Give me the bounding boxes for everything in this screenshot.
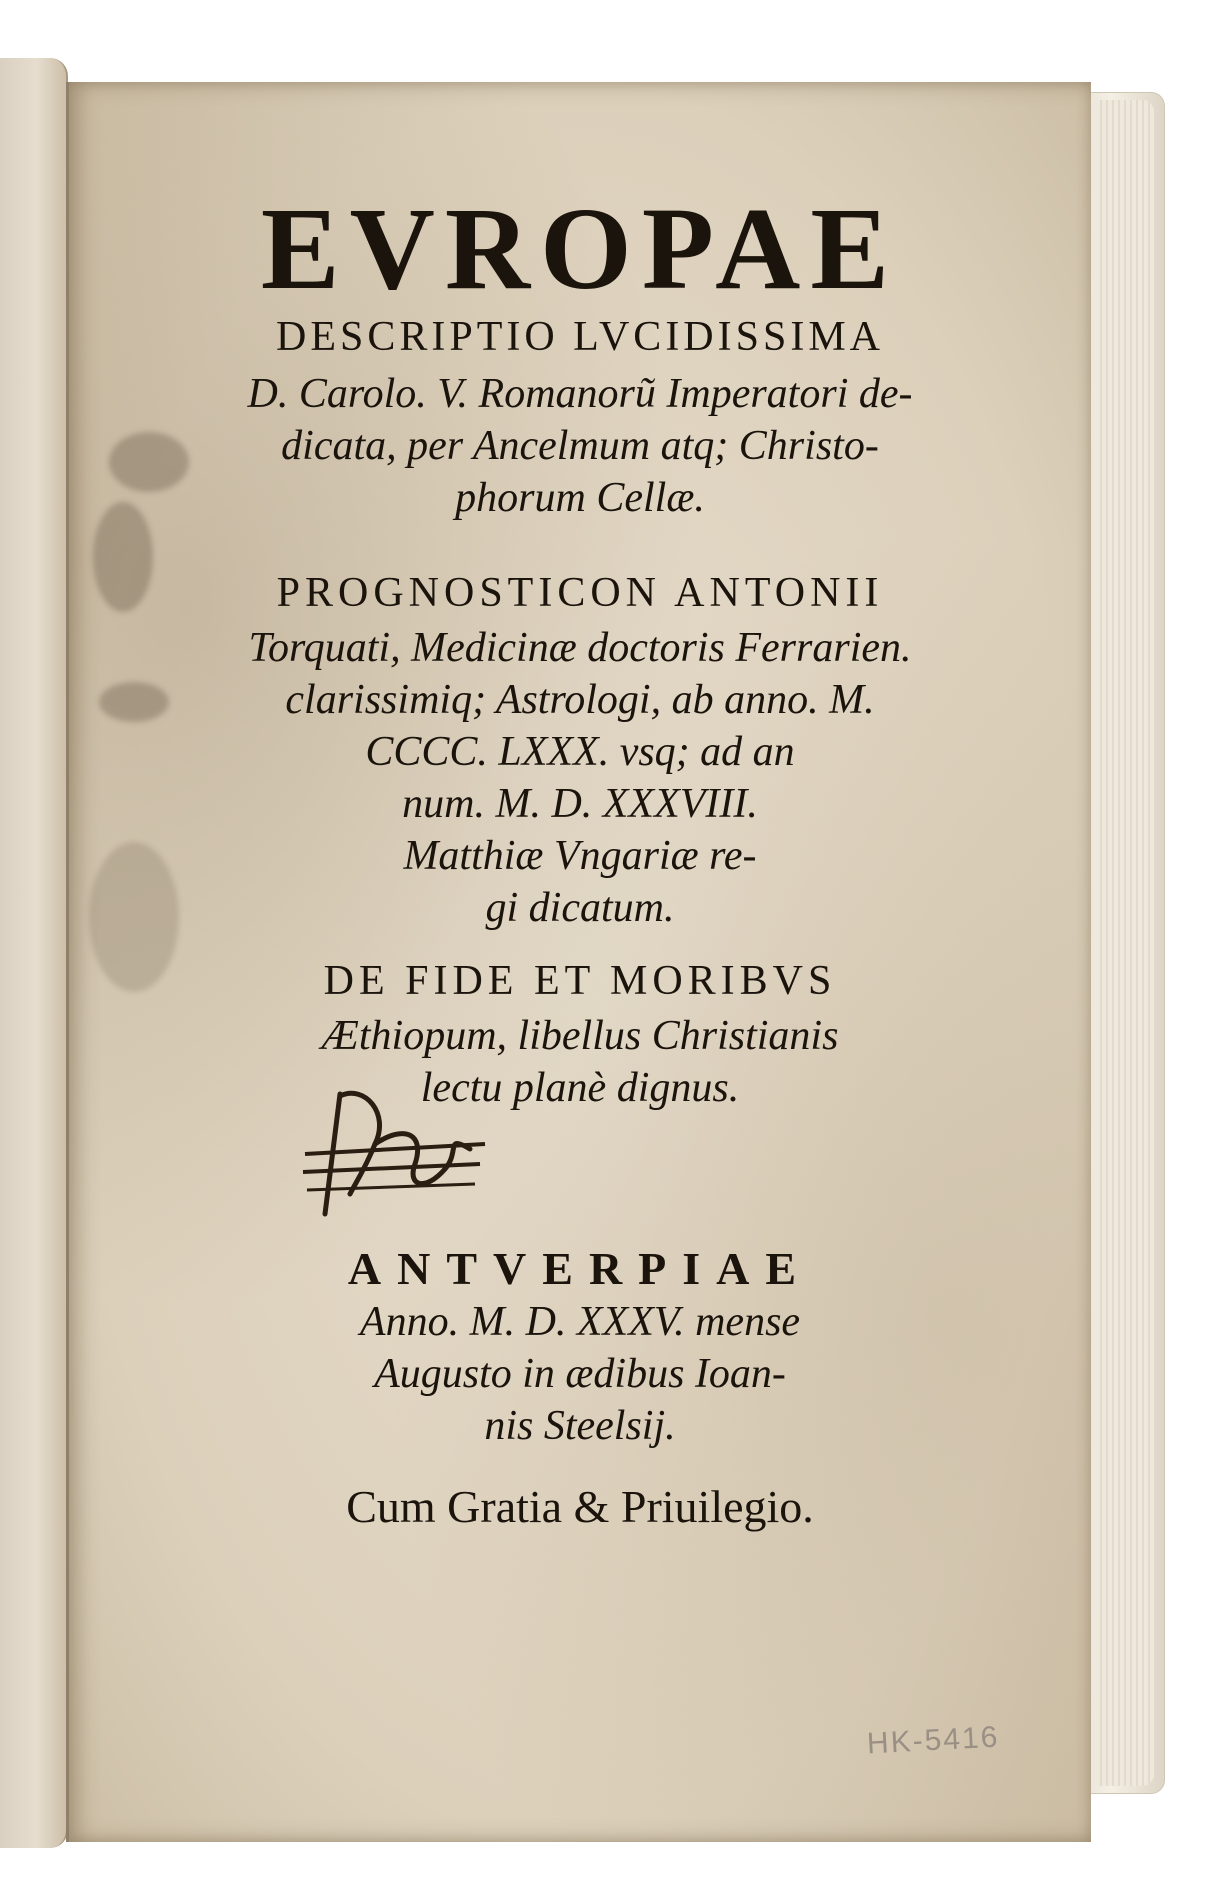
prognosticon-text xyxy=(69,622,1091,934)
text-line: Matthiæ Vngariæ re- xyxy=(403,833,757,880)
signature-mark xyxy=(295,1074,495,1224)
de-fide-text xyxy=(69,1010,1091,1114)
text-line: Augusto in ædibus Ioan- xyxy=(374,1351,786,1398)
text-line: Anno. M. D. XXXV. mense xyxy=(359,1299,801,1345)
text-line: num. M. D. XXXVIII. xyxy=(402,781,758,828)
facing-page-edge xyxy=(0,58,68,1848)
page-block-edge xyxy=(1096,100,1154,1786)
imprint-text xyxy=(69,1296,1091,1452)
text-line: CCCC. LXXX. vsq; ad an xyxy=(365,729,795,776)
imprint-place: ANTVERPIAE xyxy=(347,1243,813,1294)
page-subtitle: DESCRIPTIO LVCIDISSIMA xyxy=(275,314,885,360)
text-line: lectu planè dignus. xyxy=(420,1065,740,1112)
pencil-annotation: HK-5416 xyxy=(866,1720,1001,1761)
de-fide-heading: DE FIDE ET MORIBVS xyxy=(323,958,837,1004)
privilege-line: Cum Gratia & Priuilegio. xyxy=(346,1481,814,1532)
text-line: nis Steelsij. xyxy=(484,1403,676,1450)
text-line: phorum Cellæ. xyxy=(455,475,705,522)
title-page xyxy=(66,82,1091,1842)
text-line: Æthiopum, libellus Christianis xyxy=(321,1013,839,1059)
text-line: Torquati, Medicinæ doctoris Ferrarien. xyxy=(248,625,912,671)
text-line: D. Carolo. V. Romanorũ Imperatori de- xyxy=(247,371,913,417)
text-line: dicata, per Ancelmum atq; Christo- xyxy=(281,423,879,470)
page-title: EVROPAE xyxy=(260,183,900,314)
dedication-text xyxy=(69,368,1091,524)
text-line: gi dicatum. xyxy=(485,885,675,932)
text-line: clarissimiq; Astrologi, ab anno. M. xyxy=(285,677,875,724)
prognosticon-heading: PROGNOSTICON ANTONII xyxy=(276,570,884,616)
